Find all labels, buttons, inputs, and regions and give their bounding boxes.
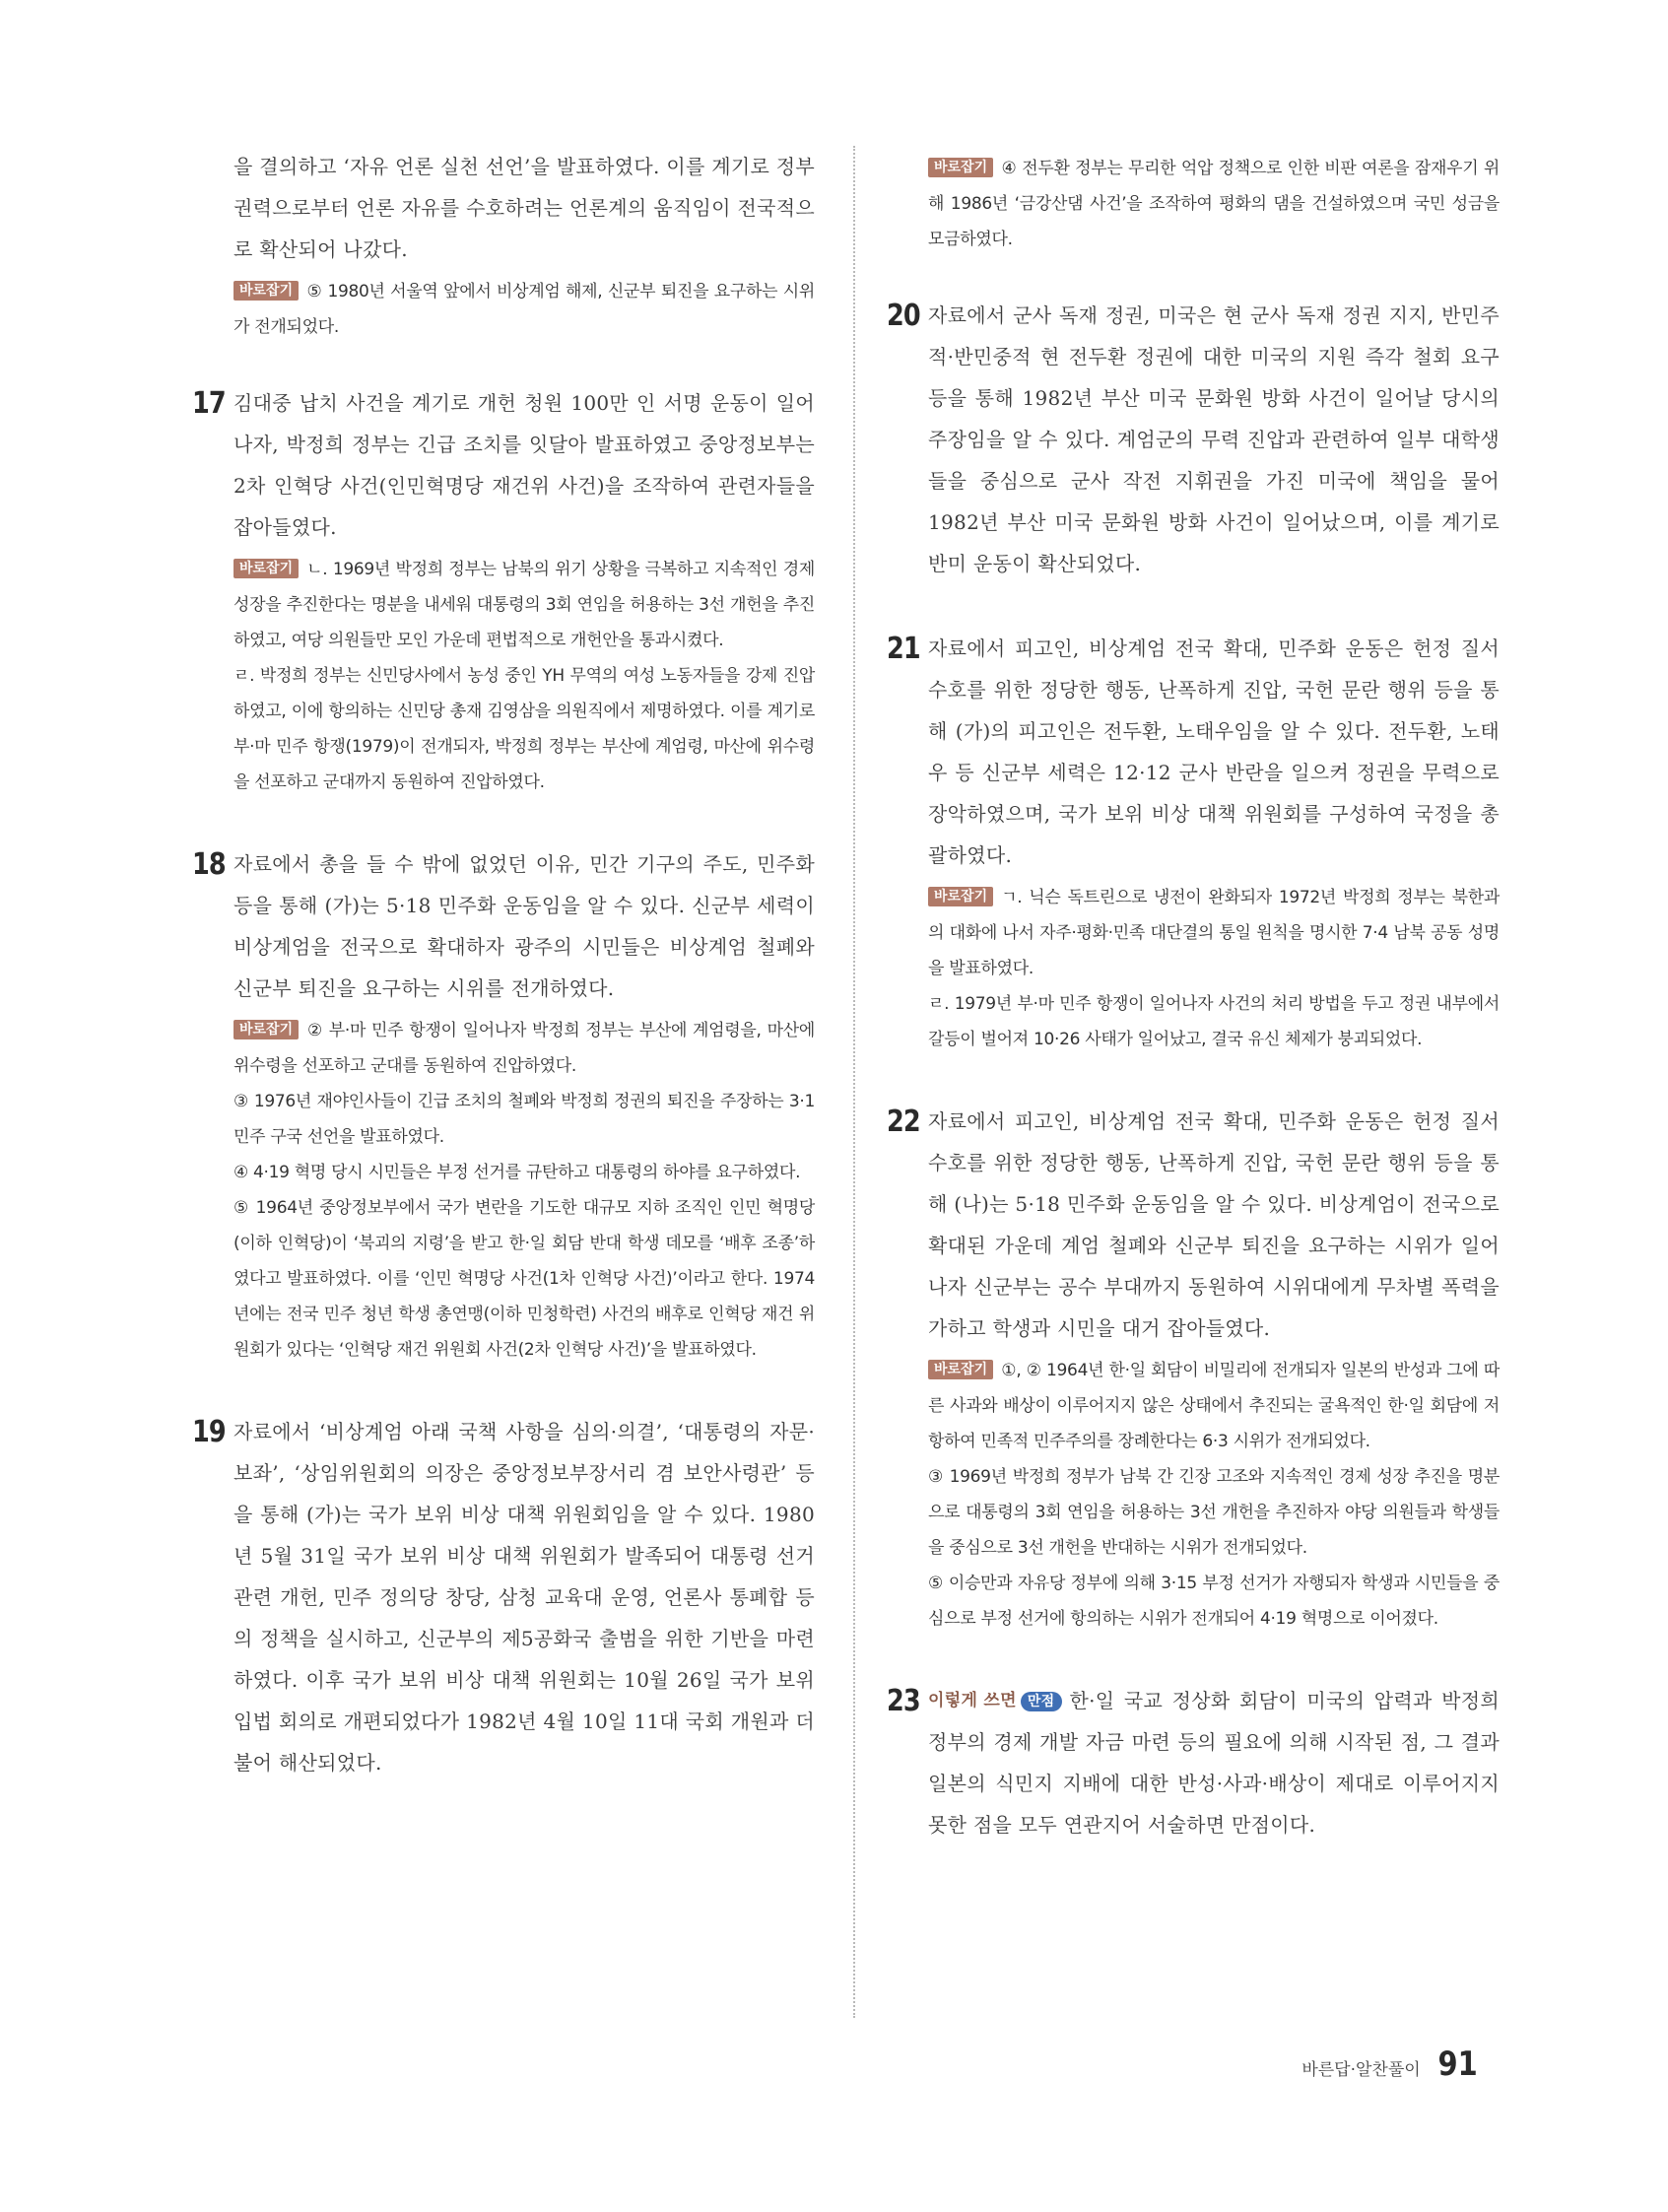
answer-line: ㄹ. 박정희 정부는 신민당사에서 농성 중인 YH 무역의 여성 노동자들을 강제 진압하였고, 이에 항의하는 신민당 총재 김영삼을 의원직에서 제명하였다. 이를 계기로 부·마 민주 항쟁(1979)이 전개되자, 박정희 정부는 부산에 계엄령, 마산에 위수령을 선포하고 군대까지 동원하여 진압하였다.	[234, 666, 815, 792]
answer-line: ③ 1976년 재야인사들이 긴급 조치의 철폐와 박정희 정권의 퇴진을 주장하는 3·1 민주 구국 선언을 발표하였다.	[234, 1092, 815, 1147]
answer-block	[887, 151, 1500, 257]
page-number: 91	[1437, 2044, 1478, 2084]
answer-block	[234, 552, 815, 800]
answer-line: ⑤ 이승만과 자유당 정부에 의해 3·15 부정 선거가 자행되자 학생과 시민들을 중심으로 부정 선거에 항의하는 시위가 전개되어 4·19 혁명으로 이어졌다.	[928, 1574, 1500, 1629]
question-number: 18	[192, 847, 226, 882]
question-explanation: 자료에서 피고인, 비상계엄 전국 확대, 민주화 운동은 헌정 질서 수호를 위한 정당한 행동, 난폭하게 진압, 국헌 문란 행위 등을 통해 (나)는 5·18 민주화 운동임을 알 수 있다. 비상계엄이 전국으로 확대된 가운데 계엄 철폐와 신군부 퇴진을 요구하는 시위가 일어나자 신군부는 공수 부대까지 동원하여 시위대에게 무차별 폭력을 가하고 학생과 시민을 대거 잡아들였다.	[928, 1109, 1500, 1340]
question-19	[192, 1411, 815, 1783]
answer-line: ㄹ. 1979년 부·마 민주 항쟁이 일어나자 사건의 처리 방법을 두고 정권 내부에서 갈등이 벌어져 10·26 사태가 일어났고, 결국 유신 체제가 붕괴되었다.	[928, 994, 1500, 1049]
left-column	[192, 146, 815, 1797]
answer-line: ④ 4·19 혁명 당시 시민들은 부정 선거를 규탄하고 대통령의 하야를 요구하였다.	[234, 1163, 801, 1182]
correction-badge: 바로잡기	[928, 887, 993, 906]
correction-badge: 바로잡기	[928, 158, 993, 177]
question-number: 23	[887, 1684, 920, 1718]
answer-block	[928, 1353, 1500, 1637]
question-22	[887, 1101, 1500, 1637]
answer-line: ⑤ 1964년 중앙정보부에서 국가 변란을 기도한 대규모 지하 조직인 인민 혁명당(이하 인혁당)이 ‘북괴의 지령’을 받고 한·일 회담 반대 학생 데모를 ‘배후 조종’하였다고 발표하였다. 이를 ‘인민 혁명당 사건(1차 인혁당 사건)’이라고 한다. 1974년에는 전국 민주 청년 학생 총연맹(이하 민청학련) 사건의 배후로 인혁당 재건 위원회가 있다는 ‘인혁당 재건 위원회 사건(2차 인혁당 사건)’을 발표하였다.	[234, 1198, 815, 1360]
right-column	[887, 151, 1500, 1859]
question-explanation: 김대중 납치 사건을 계기로 개헌 청원 100만 인 서명 운동이 일어나자, 박정희 정부는 긴급 조치를 잇달아 발표하였고 중앙정보부는 2차 인혁당 사건(인민혁명당 재건위 사건)을 조작하여 관련자들을 잡아들였다.	[234, 391, 815, 539]
model-answer-text: 한·일 국교 정상화 회담이 미국의 압력과 박정희 정부의 경제 개발 자금 마련 등의 필요에 의해 시작된 점, 그 결과 일본의 식민지 지배에 대한 반성·사과·배상이 제대로 이루어지지 못한 점을 모두 연관지어 서술하면 만점이다.	[928, 1689, 1500, 1837]
correction-badge: 바로잡기	[928, 1360, 993, 1379]
answer-line: ㄴ. 1969년 박정희 정부는 남북의 위기 상황을 극복하고 지속적인 경제 성장을 추진한다는 명분을 내세워 대통령의 3회 연임을 허용하는 3선 개헌을 추진하였고, 여당 의원들만 모인 가운데 편법적으로 개헌안을 통과시켰다.	[234, 560, 815, 650]
correction-badge: 바로잡기	[234, 281, 299, 301]
question-number: 20	[887, 299, 920, 333]
correction-badge: 바로잡기	[234, 1020, 299, 1039]
question-18	[192, 843, 815, 1368]
question-number: 19	[192, 1415, 226, 1449]
question-number: 21	[887, 632, 920, 666]
question-explanation	[928, 1680, 1500, 1845]
answer-line: ④ 전두환 정부는 무리한 억압 정책으로 인한 비판 여론을 잠재우기 위해 1986년 ‘금강산댐 사건’을 조작하여 평화의 댐을 건설하였으며 국민 성금을 모금하였다.	[928, 159, 1500, 249]
question-21	[887, 628, 1500, 1057]
full-score-badge: 만점	[1021, 1692, 1062, 1711]
correction-badge: 바로잡기	[234, 559, 299, 578]
question-number: 22	[887, 1105, 920, 1139]
question-explanation: 자료에서 총을 들 수 밖에 없었던 이유, 민간 기구의 주도, 민주화 등을 통해 (가)는 5·18 민주화 운동임을 알 수 있다. 신군부 세력이 비상계엄을 전국으로 확대하자 광주의 시민들은 비상계엄 철폐와 신군부 퇴진을 요구하는 시위를 전개하였다.	[234, 852, 815, 1000]
page-footer	[1301, 2044, 1481, 2084]
answer-line: ② 부·마 민주 항쟁이 일어나자 박정희 정부는 부산에 계엄령을, 마산에 위수령을 선포하고 군대를 동원하여 진압하였다.	[234, 1021, 815, 1076]
write-hint-label: 이렇게 쓰면	[928, 1691, 1017, 1710]
answer-line: ⑤ 1980년 서울역 앞에서 비상계엄 해제, 신군부 퇴진을 요구하는 시위가 전개되었다.	[234, 282, 815, 337]
question-20	[887, 295, 1500, 584]
answer-block	[192, 274, 815, 345]
question-number: 17	[192, 386, 226, 421]
answer-line: ㄱ. 닉슨 독트린으로 냉전이 완화되자 1972년 박정희 정부는 북한과의 대화에 나서 자주·평화·민족 대단결의 통일 원칙을 명시한 7·4 남북 공동 성명을 발표하였다.	[928, 888, 1500, 978]
book-section-label: 바른답·알찬풀이	[1301, 2060, 1421, 2080]
answer-line: ①, ② 1964년 한·일 회담이 비밀리에 전개되자 일본의 반성과 그에 따른 사과와 배상이 이루어지지 않은 상태에서 추진되는 굴욕적인 한·일 회담에 저항하여 민족적 민주주의를 장례한다는 6·3 시위가 전개되었다.	[928, 1361, 1500, 1451]
answer-block	[234, 1013, 815, 1368]
answer-block	[928, 880, 1500, 1057]
question-23	[887, 1680, 1500, 1845]
continued-text: 을 결의하고 ‘자유 언론 실천 선언’을 발표하였다. 이를 계기로 정부 권력으로부터 언론 자유를 수호하려는 언론계의 움직임이 전국적으로 확산되어 나갔다.	[234, 155, 816, 261]
question-explanation: 자료에서 군사 독재 정권, 미국은 현 군사 독재 정권 지지, 반민주적·반민중적 현 전두환 정권에 대한 미국의 지원 즉각 철회 요구 등을 통해 1982년 부산 미국 문화원 방화 사건이 일어날 당시의 주장임을 알 수 있다. 계엄군의 무력 진압과 관련하여 일부 대학생들을 중심으로 군사 작전 지휘권을 가진 미국에 책임을 물어 1982년 부산 미국 문화원 방화 사건이 일어났으며, 이를 계기로 반미 운동이 확산되었다.	[928, 303, 1500, 575]
question-17	[192, 382, 815, 800]
column-divider	[853, 146, 855, 2018]
question-explanation: 자료에서 피고인, 비상계엄 전국 확대, 민주화 운동은 헌정 질서 수호를 위한 정당한 행동, 난폭하게 진압, 국헌 문란 행위 등을 통해 (가)의 피고인은 전두환, 노태우임을 알 수 있다. 전두환, 노태우 등 신군부 세력은 12·12 군사 반란을 일으켜 정권을 무력으로 장악하였으며, 국가 보위 비상 대책 위원회를 구성하여 국정을 총괄하였다.	[928, 637, 1500, 867]
answer-line: ③ 1969년 박정희 정부가 남북 간 긴장 고조와 지속적인 경제 성장 추진을 명분으로 대통령의 3회 연임을 허용하는 3선 개헌을 추진하자 야당 의원들과 학생들을 중심으로 3선 개헌을 반대하는 시위가 전개되었다.	[928, 1467, 1500, 1558]
question-explanation: 자료에서 ‘비상계엄 아래 국책 사항을 심의·의결’, ‘대통령의 자문·보좌’, ‘상임위원회의 의장은 중앙정보부장서리 겸 보안사령관’ 등을 통해 (가)는 국가 보위 비상 대책 위원회임을 알 수 있다. 1980년 5월 31일 국가 보위 비상 대책 위원회가 발족되어 대통령 선거 관련 개헌, 민주 정의당 창당, 삼청 교육대 운영, 언론사 통폐합 등의 정책을 실시하고, 신군부의 제5공화국 출범을 위한 기반을 마련하였다. 이후 국가 보위 비상 대책 위원회는 10월 26일 국가 보위 입법 회의로 개편되었다가 1982년 4월 10일 11대 국회 개원과 더불어 해산되었다.	[234, 1420, 815, 1775]
